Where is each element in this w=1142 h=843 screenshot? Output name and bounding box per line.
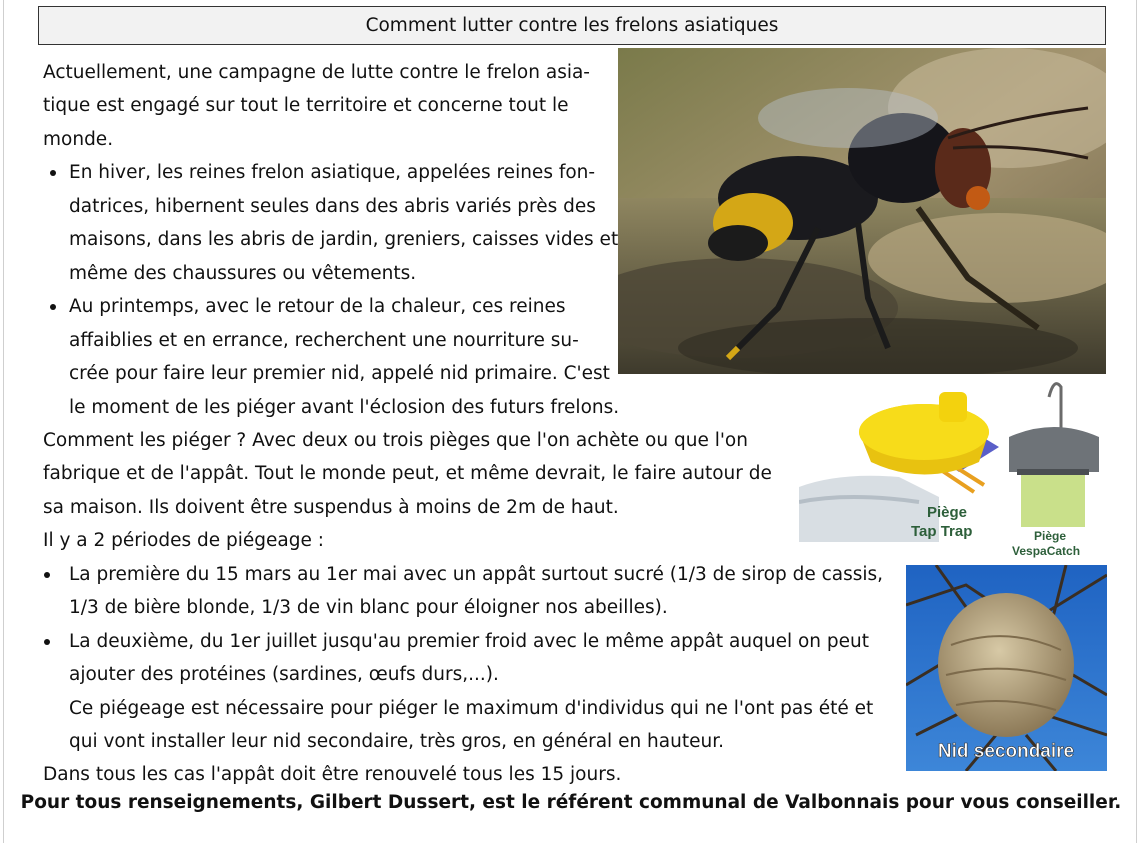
bullet-text: maisons, dans les abris de jardin, greniers, caisses vides et [69,229,619,250]
bullet-text: même des chaussures ou vêtements. [69,263,417,284]
footer-contact: Pour tous renseignements, Gilbert Dussert, est le référent communal de Valbonnais pour vous conseiller. [20,792,1122,813]
bullet-dot [50,304,56,310]
bullet-dot [44,639,50,645]
bullet-text: Ce piégeage est nécessaire pour piéger le maximum d'individus qui ne l'ont pas été et [69,698,874,719]
body-line: sa maison. Ils doivent être suspendus à moins de 2m de haut. [43,497,619,518]
bullet-text: datrices, hibernent seules dans des abris variés près des [69,196,596,217]
vespacatch-label-2: VespaCatch [1012,544,1081,558]
page-title-text: Comment lutter contre les frelons asiatiques [365,15,779,36]
bullet-dot [50,170,56,176]
hornet-photo [618,48,1106,374]
bullet-text: La première du 15 mars au 1er mai avec un appât surtout sucré (1/3 de sirop de cassis, [69,564,884,585]
bullet-text: En hiver, les reines frelon asiatique, appelées reines fon- [69,162,596,183]
traps-photo [799,377,1102,560]
bullet-text: affaiblies et en errance, recherchent une nourriture su- [69,330,579,351]
closing-line: Dans tous les cas l'appât doit être renouvelé tous les 15 jours. [43,764,622,785]
intro-line: Actuellement, une campagne de lutte contre le frelon asia- [43,62,590,83]
nest-photo [906,565,1107,771]
bullet-text: qui vont installer leur nid secondaire, très gros, en général en hauteur. [69,731,724,752]
tap-trap-label-2: Tap Trap [911,523,973,540]
tap-trap-label-1: Piège [927,504,968,521]
page-title [38,6,1106,45]
bullet-text: ajouter des protéines (sardines, œufs durs,...). [69,664,499,685]
bullet-text: le moment de les piéger avant l'éclosion des futurs frelons. [69,397,620,418]
body-line: Comment les piéger ? Avec deux ou trois pièges que l'on achète ou que l'on [43,430,748,451]
intro-line: monde. [43,129,114,150]
nest-label: Nid secondaire [937,741,1075,762]
body-line: fabrique et de l'appât. Tout le monde peut, et même devrait, le faire autour de [43,463,772,484]
bullet-text: Au printemps, avec le retour de la chaleur, ces reines [69,296,566,317]
bullet-text: crée pour faire leur premier nid, appelé nid primaire. C'est [69,363,610,384]
bullet-dot [44,572,50,578]
body-line: Il y a 2 périodes de piégeage : [43,530,324,551]
bullet-text: 1/3 de bière blonde, 1/3 de vin blanc pour éloigner nos abeilles). [69,597,668,618]
bullet-text: La deuxième, du 1er juillet jusqu'au premier froid avec le même appât auquel on peut [69,631,870,652]
intro-line: tique est engagé sur tout le territoire et concerne tout le [43,95,569,116]
vespacatch-label-1: Piège [1034,529,1067,543]
